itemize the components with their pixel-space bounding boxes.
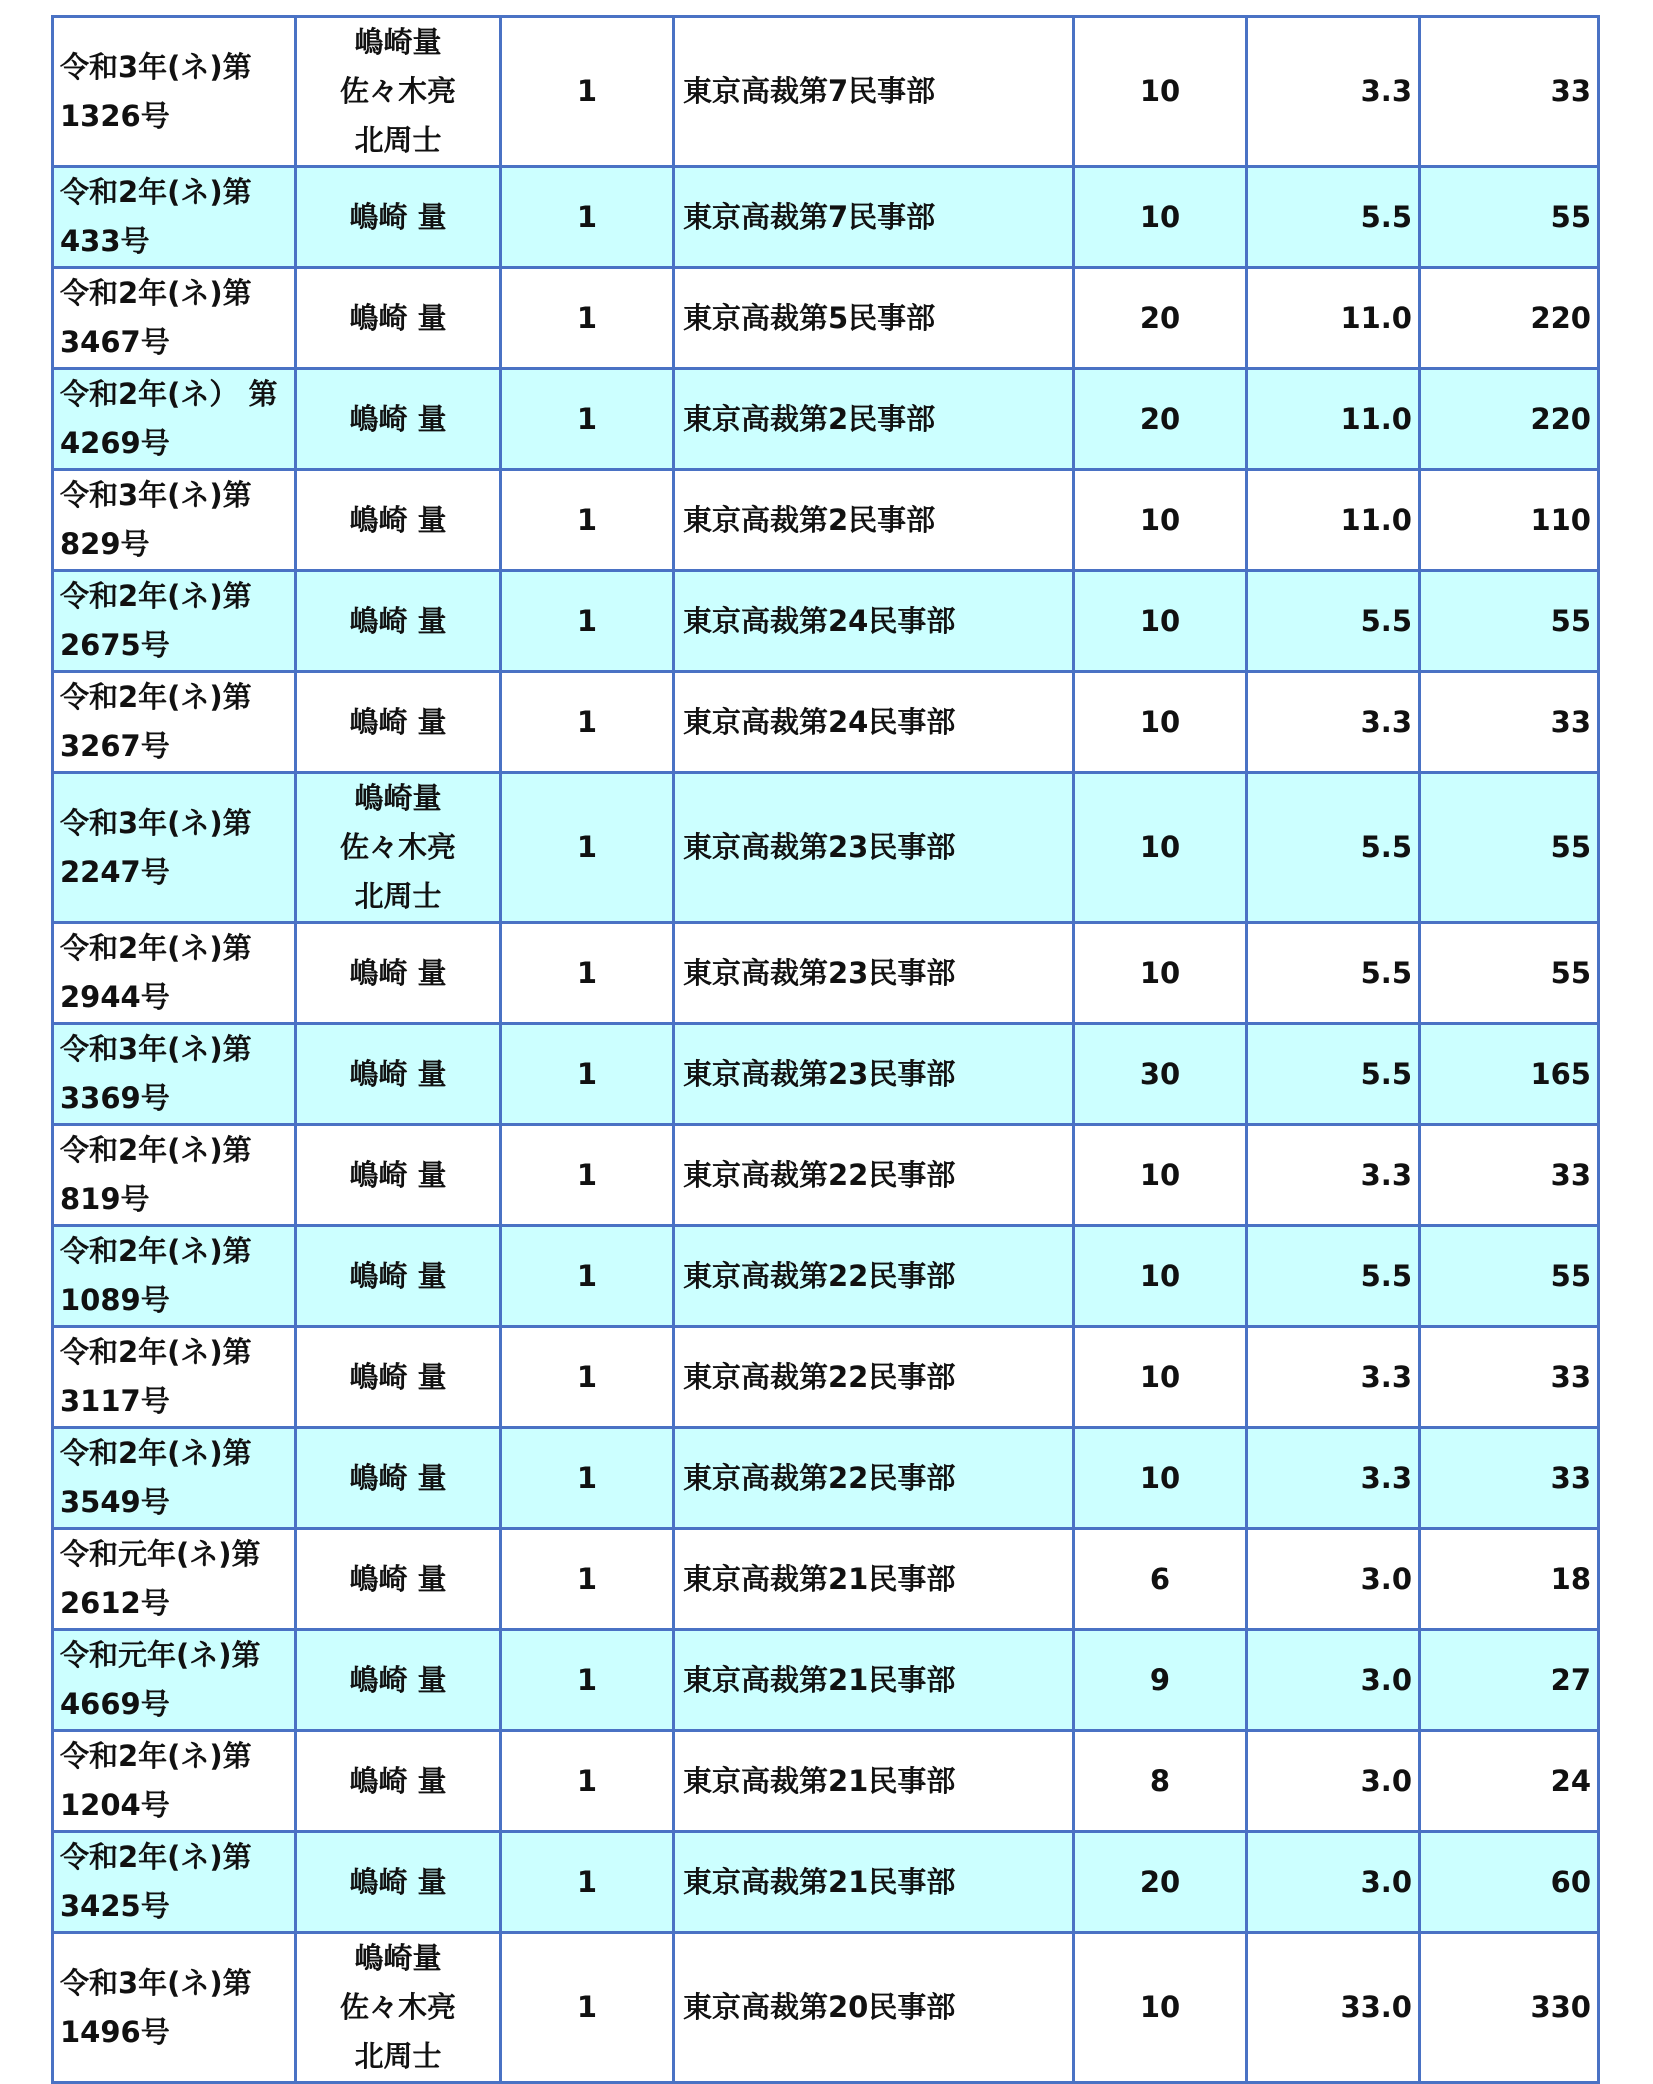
value-cell-1: 10: [1074, 1226, 1247, 1327]
case-number-cell: [53, 1731, 296, 1832]
value-cell-2: 3.0: [1247, 1731, 1420, 1832]
attorney-name: 嶋崎 量: [349, 300, 447, 335]
value-cell-1: 30: [1074, 1024, 1247, 1125]
value-cell-1: 10: [1074, 672, 1247, 773]
value-cell-2: 5.5: [1247, 923, 1420, 1024]
attorney-names-cell: [296, 1125, 501, 1226]
table-row: [53, 1933, 1599, 2083]
attorney-names-cell: [296, 773, 501, 923]
attorney-name: 嶋崎 量: [349, 1157, 447, 1192]
case-number-line: 4269号: [60, 426, 170, 460]
value-cell-1: 20: [1074, 369, 1247, 470]
court-cell: 東京高裁第22民事部: [674, 1125, 1074, 1226]
value-cell-2: 5.5: [1247, 1226, 1420, 1327]
value-cell-3: 110: [1420, 470, 1599, 571]
value-cell-1: 10: [1074, 470, 1247, 571]
court-cell: 東京高裁第24民事部: [674, 571, 1074, 672]
case-number-cell: [53, 268, 296, 369]
court-cell: 東京高裁第20民事部: [674, 1933, 1074, 2083]
case-number-line: 令和3年(ネ)第: [60, 1965, 252, 2000]
count-cell: 1: [501, 1226, 674, 1327]
table-row: [53, 1630, 1599, 1731]
table-row: [53, 1125, 1599, 1226]
value-cell-1: 20: [1074, 1832, 1247, 1933]
case-number-line: 令和2年(ネ)第: [60, 1133, 252, 1167]
attorney-names-cell: [296, 1226, 501, 1327]
value-cell-3: 33: [1420, 17, 1599, 167]
attorney-name: 嶋崎 量: [349, 1864, 447, 1899]
case-number-line: 令和2年(ネ)第: [60, 579, 252, 613]
value-cell-2: 33.0: [1247, 1933, 1420, 2083]
court-cell: 東京高裁第7民事部: [674, 167, 1074, 268]
value-cell-2: 11.0: [1247, 369, 1420, 470]
value-cell-1: 20: [1074, 268, 1247, 369]
value-cell-1: 9: [1074, 1630, 1247, 1731]
attorney-name: 嶋崎 量: [349, 1561, 447, 1596]
count-cell: 1: [501, 1731, 674, 1832]
count-cell: 1: [501, 1125, 674, 1226]
court-cell: 東京高裁第7民事部: [674, 17, 1074, 167]
count-cell: 1: [501, 1024, 674, 1125]
value-cell-3: 33: [1420, 1125, 1599, 1226]
table-row: [53, 268, 1599, 369]
case-number-cell: [53, 167, 296, 268]
case-number-cell: [53, 923, 296, 1024]
attorney-name: 嶋崎 量: [349, 704, 447, 739]
case-number-line: 令和3年(ネ)第: [60, 805, 252, 840]
case-number-cell: [53, 1327, 296, 1428]
value-cell-1: 10: [1074, 1125, 1247, 1226]
case-number-line: 令和3年(ネ)第: [60, 49, 252, 84]
attorney-names-cell: [296, 1327, 501, 1428]
count-cell: 1: [501, 167, 674, 268]
attorney-names-cell: [296, 923, 501, 1024]
value-cell-3: 33: [1420, 1327, 1599, 1428]
case-number-line: 3425号: [60, 1889, 170, 1923]
attorney-name: 嶋崎 量: [349, 1460, 447, 1495]
table-row: [53, 17, 1599, 167]
attorney-names-cell: [296, 1428, 501, 1529]
value-cell-2: 3.3: [1247, 17, 1420, 167]
case-number-line: 令和2年(ネ)第: [60, 1739, 252, 1773]
attorney-names-cell: [296, 167, 501, 268]
case-number-line: 3467号: [60, 325, 170, 359]
case-number-line: 令和元年(ネ)第: [60, 1537, 261, 1571]
table-row: [53, 1529, 1599, 1630]
attorney-names-cell: [296, 1630, 501, 1731]
case-number-cell: [53, 1428, 296, 1529]
attorney-names-cell: [296, 1832, 501, 1933]
value-cell-2: 3.3: [1247, 672, 1420, 773]
court-cell: 東京高裁第24民事部: [674, 672, 1074, 773]
count-cell: 1: [501, 470, 674, 571]
case-number-cell: [53, 17, 296, 167]
case-number-cell: [53, 1024, 296, 1125]
case-number-cell: [53, 773, 296, 923]
case-number-line: 3549号: [60, 1485, 170, 1519]
case-number-cell: [53, 1832, 296, 1933]
value-cell-2: 5.5: [1247, 1024, 1420, 1125]
attorney-name: 嶋崎 量: [349, 1056, 447, 1091]
value-cell-3: 55: [1420, 1226, 1599, 1327]
attorney-name: 嶋崎 量: [349, 199, 447, 234]
case-number-line: 1089号: [60, 1283, 170, 1317]
count-cell: 1: [501, 773, 674, 923]
case-number-line: 433号: [60, 224, 150, 258]
court-cell: 東京高裁第21民事部: [674, 1832, 1074, 1933]
attorney-name: 嶋崎 量: [349, 401, 447, 436]
case-number-line: 819号: [60, 1182, 150, 1216]
value-cell-3: 55: [1420, 167, 1599, 268]
case-number-line: 3369号: [60, 1081, 170, 1115]
value-cell-1: 10: [1074, 1428, 1247, 1529]
case-number-cell: [53, 470, 296, 571]
value-cell-1: 10: [1074, 571, 1247, 672]
court-cell: 東京高裁第23民事部: [674, 923, 1074, 1024]
court-cell: 東京高裁第21民事部: [674, 1630, 1074, 1731]
table-row: [53, 369, 1599, 470]
count-cell: 1: [501, 571, 674, 672]
value-cell-1: 10: [1074, 1933, 1247, 2083]
case-number-line: 令和2年(ネ)第: [60, 1234, 252, 1268]
value-cell-1: 8: [1074, 1731, 1247, 1832]
count-cell: 1: [501, 1832, 674, 1933]
attorney-name: 嶋崎量: [354, 1941, 442, 1975]
value-cell-3: 165: [1420, 1024, 1599, 1125]
court-cell: 東京高裁第5民事部: [674, 268, 1074, 369]
count-cell: 1: [501, 1428, 674, 1529]
table-row: [53, 167, 1599, 268]
value-cell-3: 60: [1420, 1832, 1599, 1933]
value-cell-2: 3.3: [1247, 1428, 1420, 1529]
table-body: [53, 17, 1599, 2083]
table-row: [53, 1731, 1599, 1832]
value-cell-1: 10: [1074, 17, 1247, 167]
case-number-line: 令和2年(ネ)第: [60, 276, 252, 310]
table-row: [53, 470, 1599, 571]
case-number-cell: [53, 369, 296, 470]
case-number-line: 2675号: [60, 628, 170, 662]
attorney-name: 嶋崎 量: [349, 502, 447, 537]
court-cell: 東京高裁第2民事部: [674, 369, 1074, 470]
case-number-line: 令和3年(ネ)第: [60, 478, 252, 512]
value-cell-2: 3.0: [1247, 1832, 1420, 1933]
table-row: [53, 1832, 1599, 1933]
count-cell: 1: [501, 1933, 674, 2083]
count-cell: 1: [501, 1529, 674, 1630]
attorney-names-cell: [296, 672, 501, 773]
attorney-names-cell: [296, 369, 501, 470]
attorney-names-cell: [296, 268, 501, 369]
court-cell: 東京高裁第21民事部: [674, 1529, 1074, 1630]
table-row: [53, 672, 1599, 773]
attorney-name: 北周士: [354, 123, 442, 157]
table-row: [53, 1327, 1599, 1428]
case-number-line: 令和2年(ネ)第: [60, 1335, 252, 1369]
value-cell-2: 3.3: [1247, 1327, 1420, 1428]
attorney-name: 嶋崎量: [354, 25, 442, 59]
value-cell-2: 3.0: [1247, 1529, 1420, 1630]
attorney-names-cell: [296, 1529, 501, 1630]
table-row: [53, 1024, 1599, 1125]
value-cell-1: 6: [1074, 1529, 1247, 1630]
value-cell-3: 33: [1420, 1428, 1599, 1529]
case-number-line: 2247号: [60, 854, 170, 889]
table-row: [53, 923, 1599, 1024]
attorney-name: 佐々木亮: [339, 1990, 456, 2024]
value-cell-2: 3.3: [1247, 1125, 1420, 1226]
case-number-cell: [53, 1125, 296, 1226]
case-number-line: 令和3年(ネ)第: [60, 1032, 252, 1066]
case-number-line: 令和2年(ネ） 第: [60, 377, 278, 411]
case-number-line: 2612号: [60, 1586, 170, 1620]
attorney-name: 嶋崎量: [354, 781, 442, 815]
case-number-line: 令和2年(ネ)第: [60, 680, 252, 714]
case-number-line: 令和元年(ネ)第: [60, 1638, 261, 1672]
case-number-line: 1496号: [60, 2014, 170, 2049]
value-cell-2: 5.5: [1247, 167, 1420, 268]
value-cell-2: 5.5: [1247, 773, 1420, 923]
case-number-line: 2944号: [60, 980, 170, 1014]
court-cell: 東京高裁第22民事部: [674, 1428, 1074, 1529]
value-cell-1: 10: [1074, 773, 1247, 923]
court-cell: 東京高裁第22民事部: [674, 1226, 1074, 1327]
value-cell-2: 3.0: [1247, 1630, 1420, 1731]
case-number-line: 令和2年(ネ)第: [60, 175, 252, 209]
value-cell-2: 11.0: [1247, 268, 1420, 369]
case-number-line: 令和2年(ネ)第: [60, 931, 252, 965]
table-row: [53, 571, 1599, 672]
table-row: [53, 1428, 1599, 1529]
case-number-cell: [53, 571, 296, 672]
attorney-name: 嶋崎 量: [349, 1258, 447, 1293]
attorney-name: 北周士: [354, 2039, 442, 2073]
value-cell-3: 27: [1420, 1630, 1599, 1731]
attorney-names-cell: [296, 1933, 501, 2083]
case-number-line: 3267号: [60, 729, 170, 763]
value-cell-3: 220: [1420, 369, 1599, 470]
value-cell-1: 10: [1074, 1327, 1247, 1428]
court-cell: 東京高裁第23民事部: [674, 1024, 1074, 1125]
value-cell-2: 5.5: [1247, 571, 1420, 672]
case-number-line: 1204号: [60, 1788, 170, 1822]
count-cell: 1: [501, 17, 674, 167]
court-cell: 東京高裁第23民事部: [674, 773, 1074, 923]
case-number-line: 令和2年(ネ)第: [60, 1840, 252, 1874]
value-cell-3: 55: [1420, 571, 1599, 672]
value-cell-3: 330: [1420, 1933, 1599, 2083]
attorney-name: 嶋崎 量: [349, 955, 447, 990]
attorney-name: 嶋崎 量: [349, 1763, 447, 1798]
court-cell: 東京高裁第2民事部: [674, 470, 1074, 571]
attorney-names-cell: [296, 1024, 501, 1125]
value-cell-3: 33: [1420, 672, 1599, 773]
count-cell: 1: [501, 369, 674, 470]
value-cell-3: 220: [1420, 268, 1599, 369]
case-number-cell: [53, 1933, 296, 2083]
attorney-name: 嶋崎 量: [349, 603, 447, 638]
attorney-names-cell: [296, 17, 501, 167]
value-cell-1: 10: [1074, 923, 1247, 1024]
attorney-name: 北周士: [354, 879, 442, 913]
case-number-cell: [53, 672, 296, 773]
case-number-line: 令和2年(ネ)第: [60, 1436, 252, 1470]
court-cell: 東京高裁第21民事部: [674, 1731, 1074, 1832]
count-cell: 1: [501, 1327, 674, 1428]
case-number-line: 4669号: [60, 1687, 170, 1721]
count-cell: 1: [501, 268, 674, 369]
attorney-name: 嶋崎 量: [349, 1359, 447, 1394]
case-number-line: 3117号: [60, 1384, 170, 1418]
case-number-cell: [53, 1529, 296, 1630]
case-number-line: 1326号: [60, 98, 170, 133]
attorney-names-cell: [296, 470, 501, 571]
count-cell: 1: [501, 1630, 674, 1731]
value-cell-1: 10: [1074, 167, 1247, 268]
case-number-cell: [53, 1226, 296, 1327]
attorney-names-cell: [296, 571, 501, 672]
count-cell: 1: [501, 672, 674, 773]
table-row: [53, 773, 1599, 923]
value-cell-2: 11.0: [1247, 470, 1420, 571]
value-cell-3: 18: [1420, 1529, 1599, 1630]
attorney-names-cell: [296, 1731, 501, 1832]
case-number-line: 829号: [60, 527, 150, 561]
attorney-name: 佐々木亮: [339, 74, 456, 108]
value-cell-3: 55: [1420, 923, 1599, 1024]
attorney-name: 嶋崎 量: [349, 1662, 447, 1697]
court-cell: 東京高裁第22民事部: [674, 1327, 1074, 1428]
count-cell: 1: [501, 923, 674, 1024]
case-table: [51, 15, 1600, 2084]
value-cell-3: 55: [1420, 773, 1599, 923]
case-number-cell: [53, 1630, 296, 1731]
attorney-name: 佐々木亮: [339, 830, 456, 864]
value-cell-3: 24: [1420, 1731, 1599, 1832]
table-row: [53, 1226, 1599, 1327]
